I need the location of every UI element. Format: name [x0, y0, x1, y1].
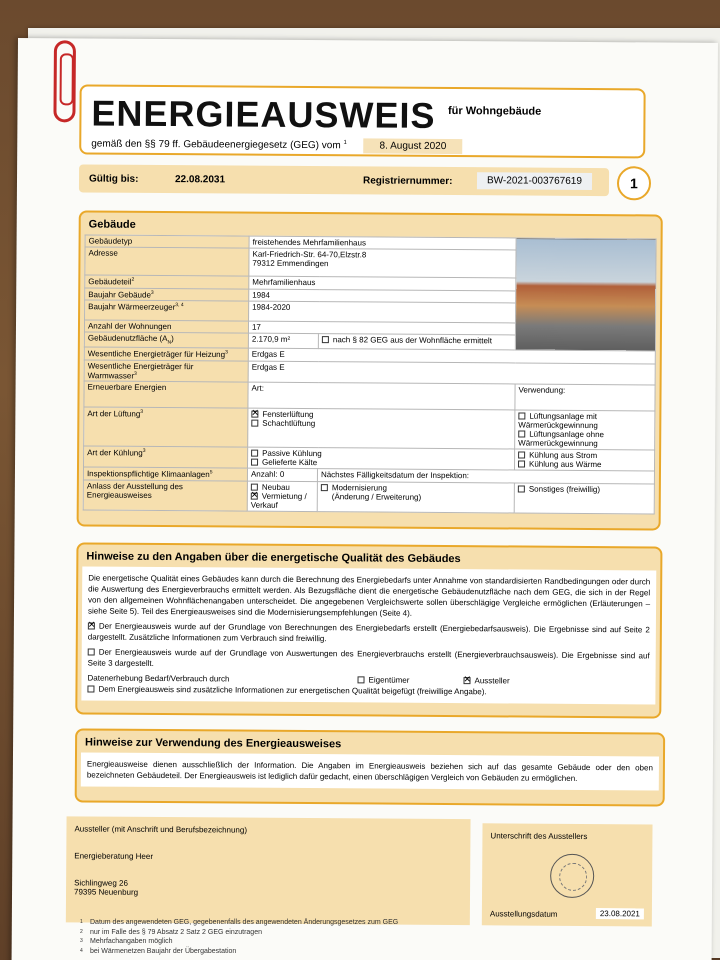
- building-table: [83, 234, 657, 514]
- law-text: gemäß den §§ 79 ff. Gebäudeenergiegesetz (GEG) vom: [91, 138, 341, 152]
- usage-hints-paragraph: Energieausweise dienen ausschließlich der Information. Die Angaben im Energieausweis beziehen sich auf das gesamte Gebäude oder den oben bezeichneten Gebäudeteil. Der Energieausweis ist lediglich dafür gedacht, einen überschlägigen Vergleich von Gebäuden zu ermöglichen.: [81, 752, 659, 790]
- demand-option: ✕Der Energieausweis wurde auf der Grundlage von Berechnungen des Energiebedarfs erstellt (Energiebedarfsausweis). Die Ergebnisse sind auf Seite 2 dargestellt. Zusätzliche Informationen zum Verbrauch sind freiwillig.: [88, 621, 650, 647]
- ventilation-options-left: ✕ Fensterlüftung Schachtlüftung: [248, 408, 515, 449]
- footnote: 2 nur im Falle des § 79 Absatz 2 Satz 2 GEG einzutragen: [80, 928, 262, 936]
- checked-box-icon: [88, 623, 95, 630]
- renewables-kind: Art:: [248, 382, 515, 410]
- validity-bar: [79, 164, 609, 196]
- usage-hints-heading: Hinweise zur Verwendung des Energieausweises: [85, 736, 342, 751]
- building-section: [77, 210, 663, 530]
- issuer-city: 79395 Neuenburg: [74, 887, 139, 897]
- checkbox-icon: [87, 686, 94, 693]
- building-photo: [515, 238, 656, 351]
- page-number: 1: [617, 166, 651, 200]
- quality-hints-paragraph: Die energetische Qualität eines Gebäudes kann durch die Berechnung des Energiebedarfs unter Annahme von standardisierten Randbedingungen oder durch die Auswertung des Energieverbrauchs ermittelt werden. Als Bezugsfläche dient die energetische Gebäudenutzfläche nach dem GEG, die sich in der Regel von den allgemeinen Wohnflächenangaben unterscheidet. Die angegebenen Vergleichswerte sollen überschlägige Vergleiche ermöglichen (Erläuterungen – siehe Seite 5). Teil des Energieausweises sind die Modernisierungsempfehlungen (Seite 4).: [87, 573, 651, 618]
- water-source-label: Wesentliche Energieträger für Warmwasser$^3$: [84, 360, 248, 383]
- checkbox-icon: [321, 484, 328, 491]
- building-heading: Gebäude: [88, 218, 136, 231]
- issuer-label: Aussteller (mit Anschrift und Berufsbezeichnung): [74, 824, 248, 835]
- heater-year-value: 1984-2020: [249, 301, 516, 323]
- building-type-label: Gebäudetyp: [85, 235, 249, 248]
- valid-until-value: 22.08.2031: [174, 174, 226, 186]
- footnotes: [80, 918, 398, 956]
- reason-label: Anlass der Ausstellung des Energieausweises: [83, 480, 247, 511]
- checkbox-icon: [358, 676, 365, 683]
- heating-source-label: Wesentliche Energieträger für Heizung$^3$: [84, 347, 248, 361]
- address-label: Adresse: [85, 247, 249, 276]
- usable-area-label: Gebäudenutzfläche $(A_N)$: [84, 332, 248, 348]
- footnote: 4 bei Wärmenetzen Baujahr der Übergabestation: [80, 947, 237, 955]
- valid-until-label: Gültig bis:: [88, 173, 139, 185]
- usage-hints-section: [75, 728, 666, 806]
- quality-hints-heading: Hinweise zu den Angaben über die energetische Qualität des Gebäudes: [86, 550, 461, 566]
- ventilation-options-right: Lüftungsanlage mit Wärmerückgewinnung Lüftungsanlage ohne Wärmerückgewinnung: [515, 410, 655, 450]
- construction-year-label: Baujahr Gebäude$^3$: [85, 288, 249, 302]
- checkbox-icon: [518, 461, 525, 468]
- checkbox-icon: [518, 431, 525, 438]
- usable-area-note: nach § 82 GEG aus der Wohnfläche ermittelt: [318, 334, 515, 350]
- registration-label: Registriernummer:: [362, 175, 453, 188]
- water-source-value: Erdgas E: [248, 361, 655, 385]
- document-subtitle: für Wohngebäude: [447, 105, 542, 118]
- reason-options-middle: Modernisierung (Änderung / Erweiterung): [317, 481, 514, 512]
- heater-year-label: Baujahr Wärmeerzeuger$^{3, 4}$: [85, 300, 249, 321]
- issue-date-row: Ausstellungsdatum 23.08.2021: [490, 909, 644, 919]
- flats-label: Anzahl der Wohnungen: [84, 320, 248, 333]
- address-value: [249, 248, 516, 278]
- consumption-option: Der Energieausweis wurde auf der Grundlage von Auswertungen des Energieverbrauchs erstellt (Energieverbrauchsausweis). Die Ergebnisse sind auf Seite 3 dargestellt.: [87, 647, 650, 668]
- checkbox-icon: [518, 452, 525, 459]
- checked-box-icon: [464, 677, 471, 684]
- checked-box-icon: [251, 493, 258, 500]
- footnote: 1 Datum des angewendeten GEG, gegebenenfalls des angewendeten Änderungsgesetzes zum GEG: [80, 919, 399, 926]
- address-line-1: Karl-Friedrich-Str. 64-70,Elzstr.8: [252, 249, 367, 260]
- usable-area-value: 2.170,9 m²: [248, 333, 318, 348]
- law-reference: [91, 137, 633, 156]
- header-box: [79, 84, 645, 158]
- law-date: 8. August 2020: [364, 138, 463, 154]
- flats-value: 17: [248, 321, 515, 335]
- cooling-options-right: Kühlung aus Strom Kühlung aus Wärme: [514, 449, 654, 471]
- renewables-label: Erneuerbare Energien: [84, 381, 248, 408]
- issuer-box: [66, 816, 471, 925]
- reason-options-left: Neubau ✕Vermietung / Verkauf: [247, 481, 317, 511]
- issuer-name: Energieberatung Heer: [74, 851, 154, 861]
- table-row: [83, 480, 654, 514]
- ventilation-label: Art der Lüftung$^3$: [84, 407, 248, 447]
- checkbox-icon: [251, 420, 258, 427]
- signature-label: Unterschrift des Ausstellers: [490, 831, 588, 841]
- inspection-label: Inspektionspflichtige Klimaanlagen$^5$: [83, 467, 247, 481]
- document-page: [12, 38, 718, 960]
- building-part-label: Gebäudeteil$^2$: [85, 275, 249, 289]
- checkbox-icon: [518, 413, 525, 420]
- building-type-value: freistehendes Mehrfamilienhaus: [249, 236, 516, 250]
- heating-source-value: Erdgas E: [248, 348, 655, 363]
- renewables-use: Verwendung:: [515, 384, 655, 411]
- law-footnote-ref: 1: [343, 139, 347, 146]
- table-row: [84, 407, 655, 450]
- stamp-icon: [550, 854, 594, 898]
- reason-options-right: Sonstiges (freiwillig): [514, 483, 654, 514]
- additional-info-option: Dem Energieausweis sind zusätzliche Informationen zur energetischen Qualität beigefügt (freiwillige Angabe).: [87, 684, 649, 699]
- quality-hints-section: [75, 542, 662, 718]
- checked-box-icon: [251, 411, 258, 418]
- checkbox-icon: [251, 450, 258, 457]
- inspection-count: Anzahl: 0: [247, 468, 317, 481]
- address-line-2: 79312 Emmendingen: [252, 258, 329, 269]
- cooling-options-left: Passive Kühlung Gelieferte Kälte: [248, 447, 515, 470]
- building-part-value: Mehrfamilienhaus: [249, 276, 516, 291]
- paperclip-icon: [53, 40, 76, 122]
- table-row: [84, 381, 655, 411]
- document-title: ENERGIEAUSWEIS: [91, 92, 436, 136]
- checkbox-icon: [88, 649, 95, 656]
- construction-year-value: 1984: [249, 289, 516, 304]
- issuer-street: Sichlingweg 26: [74, 878, 128, 888]
- footnote: 3 Mehrfachangaben möglich: [80, 938, 173, 945]
- issue-date-value: 23.08.2021: [596, 908, 644, 919]
- data-collection-row: Datenerhebung Bedarf/Verbrauch durch Eigentümer ✕ Aussteller: [87, 673, 649, 688]
- quality-hints-body: [81, 566, 656, 704]
- signature-box: [482, 823, 653, 926]
- checkbox-icon: [322, 336, 329, 343]
- inspection-next: Nächstes Fälligkeitsdatum der Inspektion:: [317, 469, 654, 484]
- checkbox-icon: [251, 459, 258, 466]
- cooling-label: Art der Kühlung$^3$: [84, 446, 248, 468]
- checkbox-icon: [518, 485, 525, 492]
- registration-value: BW-2021-003767619: [477, 172, 592, 190]
